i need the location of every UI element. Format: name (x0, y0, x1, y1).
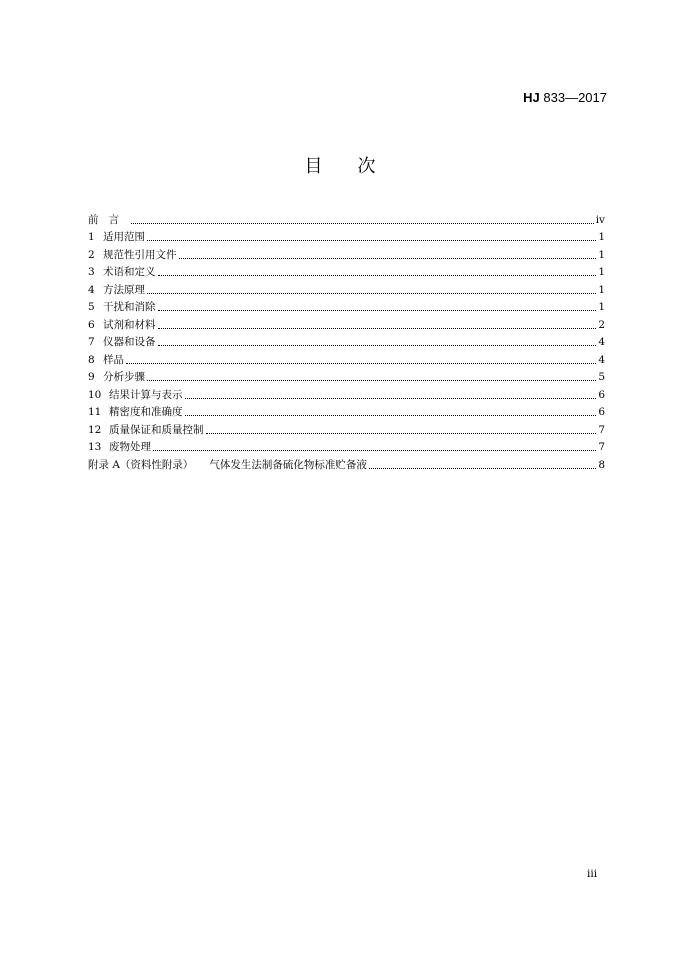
toc-entry-page: 6 (598, 388, 605, 401)
dot-leader (206, 433, 597, 434)
dot-leader (158, 345, 597, 346)
toc-entry-number: 5 (88, 301, 95, 313)
annex-prefix: 附录 A（资料性附录） (88, 458, 194, 471)
toc-entry-page: 8 (598, 458, 605, 471)
toc-entry-12[interactable] (88, 418, 605, 436)
toc-entry-number: 10 (88, 388, 102, 401)
toc-entry-label: 样品 (103, 353, 124, 366)
toc-entry-page: 2 (598, 318, 605, 331)
toc-entry-page: 7 (598, 441, 605, 453)
dot-leader (158, 328, 597, 329)
toc-entry-page: 1 (598, 283, 605, 296)
document-code (523, 90, 607, 105)
toc-entry-8[interactable] (88, 348, 605, 366)
dot-leader (147, 380, 596, 381)
dot-leader (131, 223, 594, 224)
toc-entry-number: 11 (88, 406, 102, 418)
toc-entry-9[interactable] (88, 366, 605, 384)
page-title (0, 152, 681, 178)
toc-entry-label: 精密度和准确度 (109, 406, 183, 418)
toc-entry-number: 4 (88, 283, 95, 296)
toc-entry-label: 废物处理 (109, 441, 151, 453)
toc-entry-page: iv (595, 213, 605, 226)
toc-entry-5[interactable] (88, 296, 605, 314)
toc-entry-2[interactable] (88, 243, 605, 261)
toc-entry-label: 试剂和材料 (103, 318, 156, 331)
toc-entry-page: 1 (598, 231, 605, 243)
toc-entry-11[interactable] (88, 401, 605, 419)
toc-entry-label: 术语和定义 (103, 266, 156, 278)
dot-leader (153, 450, 596, 451)
toc-entry-foreword[interactable] (88, 208, 605, 226)
dot-leader (179, 258, 597, 259)
document-code-number: 833—2017 (543, 90, 607, 105)
toc-entry-label: 质量保证和质量控制 (109, 423, 204, 436)
toc-entry-label: 仪器和设备 (103, 336, 156, 348)
page-number: iii (587, 868, 598, 880)
toc-entry-4[interactable] (88, 278, 605, 296)
toc-entry-page: 1 (598, 266, 605, 278)
toc-entry-7[interactable] (88, 331, 605, 349)
toc-entry-label: 适用范围 (103, 231, 145, 243)
toc-entry-number: 7 (88, 336, 95, 348)
annex-label (88, 459, 367, 471)
toc-entry-number: 8 (88, 353, 95, 366)
toc-entry-number: 13 (88, 441, 102, 453)
toc-entry-6[interactable] (88, 313, 605, 331)
dot-leader (369, 468, 596, 469)
document-code-prefix: HJ (523, 90, 540, 105)
table-of-contents (88, 208, 605, 471)
toc-entry-page: 5 (598, 371, 605, 383)
toc-entry-label: 干扰和消除 (103, 301, 156, 313)
toc-entry-label: 规范性引用文件 (103, 248, 177, 261)
page-title-char-1: 目 (304, 156, 324, 177)
toc-entry-label: 方法原理 (103, 283, 145, 296)
dot-leader (126, 363, 596, 364)
toc-entry-number: 9 (88, 371, 95, 383)
toc-entry-page: 1 (598, 248, 605, 261)
annex-title: 气体发生法制备硫化物标准贮备液 (209, 458, 367, 471)
dot-leader (147, 240, 596, 241)
toc-entry-page: 7 (598, 423, 605, 436)
toc-entry-number: 6 (88, 318, 95, 331)
toc-entry-page: 1 (598, 301, 605, 313)
dot-leader (185, 398, 597, 399)
dot-leader (158, 310, 597, 311)
toc-entry-number: 3 (88, 266, 95, 278)
toc-entry-page: 4 (598, 353, 605, 366)
toc-entry-13[interactable] (88, 436, 605, 454)
toc-entry-number: 1 (88, 231, 95, 243)
toc-entry-label: 前言 (88, 213, 129, 226)
toc-entry-page: 6 (598, 406, 605, 418)
dot-leader (185, 415, 597, 416)
dot-leader (158, 275, 597, 276)
dot-leader (147, 293, 596, 294)
toc-entry-label: 分析步骤 (103, 371, 145, 383)
toc-entry-number: 2 (88, 248, 95, 261)
page-title-char-2: 次 (357, 156, 377, 177)
toc-entry-label: 结果计算与表示 (109, 388, 183, 401)
toc-entry-3[interactable] (88, 261, 605, 279)
toc-entry-number: 12 (88, 423, 102, 436)
toc-entry-1[interactable] (88, 226, 605, 244)
toc-entry-page: 4 (598, 336, 605, 348)
toc-entry-10[interactable] (88, 383, 605, 401)
toc-entry-annex-a[interactable] (88, 453, 605, 471)
